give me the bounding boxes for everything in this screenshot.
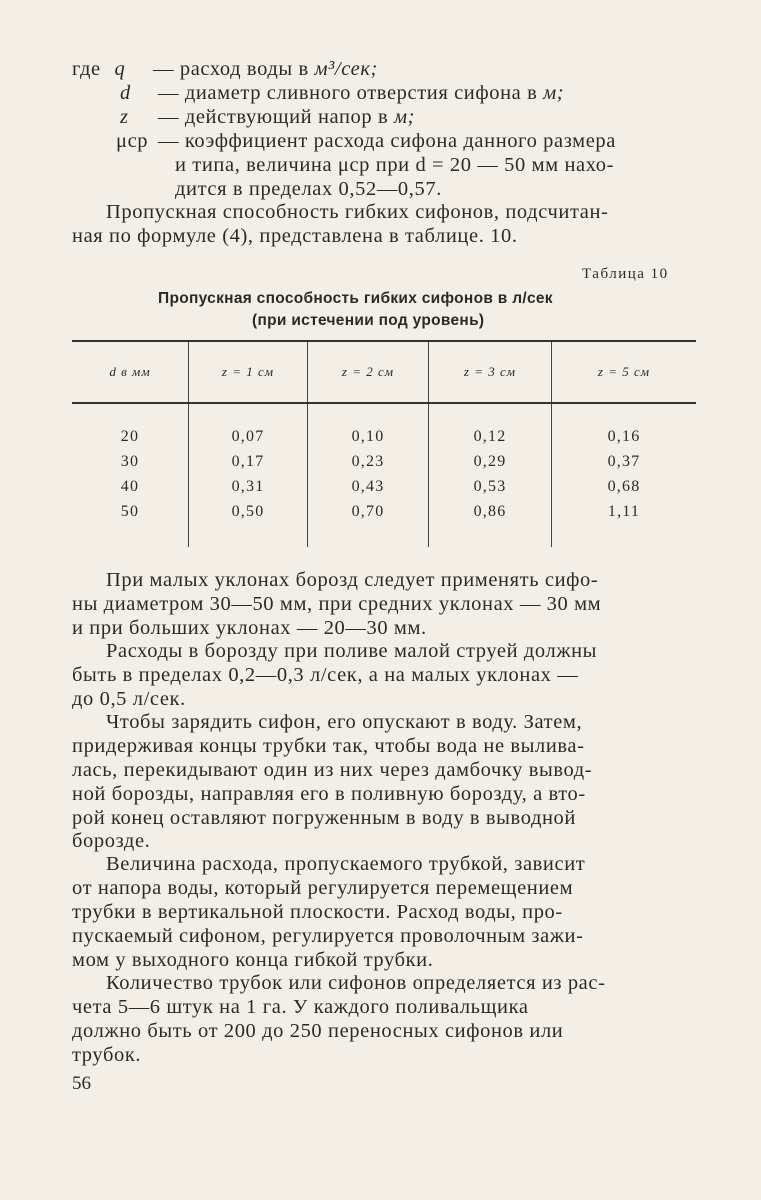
table-row bbox=[72, 499, 696, 524]
table-row bbox=[72, 474, 696, 499]
definition-z: z — действующий напор в м; bbox=[120, 106, 416, 128]
cell-z1: 0,17 bbox=[189, 449, 308, 474]
header-z2: z = 2 см bbox=[308, 341, 429, 403]
paragraph-4-line-5: мом у выходного конца гибкой трубки. bbox=[72, 949, 434, 971]
cell-z5: 1,11 bbox=[552, 499, 697, 524]
cell-z5: 0,37 bbox=[552, 449, 697, 474]
paragraph-1-line-2: ны диаметром 30—50 мм, при средних уклонах — 30 мм bbox=[72, 593, 602, 615]
paragraph-5-line-1: Количество трубок или сифонов определяется из рас- bbox=[106, 972, 606, 994]
cell-z5: 0,16 bbox=[552, 424, 697, 449]
header-z1: z = 1 см bbox=[189, 341, 308, 403]
definition-mu: μcp — коэффициент расхода сифона данного размера bbox=[116, 130, 616, 152]
cell-z3: 0,12 bbox=[429, 424, 552, 449]
cell-z3: 0,86 bbox=[429, 499, 552, 524]
table-label: Таблица 10 bbox=[582, 266, 669, 282]
paragraph-3-line-2: придерживая концы трубки так, чтобы вода не вылива- bbox=[72, 735, 585, 757]
capacity-table bbox=[72, 340, 696, 547]
table-spacer bbox=[72, 403, 696, 424]
table-caption-line-1: Пропускная способность гибких сифонов в л/сек bbox=[158, 290, 553, 307]
paragraph-2-line-2: быть в пределах 0,2—0,3 л/сек, а на малых уклонах — bbox=[72, 664, 579, 686]
paragraph-5-line-3: должно быть от 200 до 250 переносных сифонов или bbox=[72, 1020, 564, 1042]
cell-z5: 0,68 bbox=[552, 474, 697, 499]
paragraph-4-line-2: от напора воды, который регулируется перемещением bbox=[72, 877, 574, 899]
cell-z3: 0,53 bbox=[429, 474, 552, 499]
paragraph-3-line-6: борозде. bbox=[72, 830, 151, 852]
paragraph-1-line-1: При малых уклонах борозд следует применять сифо- bbox=[106, 569, 599, 591]
paragraph-2-line-3: до 0,5 л/сек. bbox=[72, 688, 186, 710]
table-spacer bbox=[72, 524, 696, 547]
definition-continuation-2: дится в пределах 0,52—0,57. bbox=[175, 178, 442, 200]
paragraph-5-line-4: трубок. bbox=[72, 1044, 142, 1066]
definition-continuation-1: и типа, величина μcp при d = 20 — 50 мм нахо- bbox=[175, 154, 615, 176]
cell-d: 50 bbox=[120, 502, 140, 520]
cell-z1: 0,50 bbox=[189, 499, 308, 524]
cell-d: 40 bbox=[120, 477, 140, 495]
cell-z2: 0,70 bbox=[308, 499, 429, 524]
paragraph-3-line-5: рой конец оставляют погруженным в воду в выводной bbox=[72, 807, 576, 829]
paragraph-4-line-1: Величина расхода, пропускаемого трубкой, зависит bbox=[106, 853, 586, 875]
paragraph-4-line-4: пускаемый сифоном, регулируется проволочным зажи- bbox=[72, 925, 584, 947]
intro-line-2: ная по формуле (4), представлена в таблице. 10. bbox=[72, 225, 518, 247]
table-row bbox=[72, 449, 696, 474]
cell-z2: 0,10 bbox=[308, 424, 429, 449]
cell-z1: 0,07 bbox=[189, 424, 308, 449]
cell-z3: 0,29 bbox=[429, 449, 552, 474]
table-header-row bbox=[72, 341, 696, 403]
cell-d: 20 bbox=[120, 427, 140, 445]
intro-line-1: Пропускная способность гибких сифонов, подсчитан- bbox=[106, 201, 609, 223]
paragraph-5-line-2: чета 5—6 штук на 1 га. У каждого поливальщика bbox=[72, 996, 529, 1018]
header-z5: z = 5 см bbox=[552, 341, 697, 403]
paragraph-3-line-4: ной борозды, направляя его в поливную борозду, а вто- bbox=[72, 783, 586, 805]
cell-z2: 0,43 bbox=[308, 474, 429, 499]
paragraph-3-line-1: Чтобы зарядить сифон, его опускают в воду. Затем, bbox=[106, 711, 583, 733]
table-row bbox=[72, 424, 696, 449]
cell-z1: 0,31 bbox=[189, 474, 308, 499]
cell-z2: 0,23 bbox=[308, 449, 429, 474]
paragraph-4-line-3: трубки в вертикальной плоскости. Расход воды, про- bbox=[72, 901, 563, 923]
header-diameter: d в мм bbox=[72, 341, 189, 403]
paragraph-1-line-3: и при больших уклонах — 20—30 мм. bbox=[72, 617, 427, 639]
table-caption-line-2: (при истечении под уровень) bbox=[252, 312, 485, 329]
page-number: 56 bbox=[72, 1073, 91, 1094]
cell-d: 30 bbox=[120, 452, 140, 470]
definition-q: где q — расход воды в м³/сек; bbox=[72, 58, 378, 80]
paragraph-3-line-3: лась, перекидывают один из них через дамбочку вывод- bbox=[72, 759, 593, 781]
header-z3: z = 3 см bbox=[429, 341, 552, 403]
definition-d: d — диаметр сливного отверстия сифона в м; bbox=[120, 82, 565, 104]
paragraph-2-line-1: Расходы в борозду при поливе малой струей должны bbox=[106, 640, 598, 662]
